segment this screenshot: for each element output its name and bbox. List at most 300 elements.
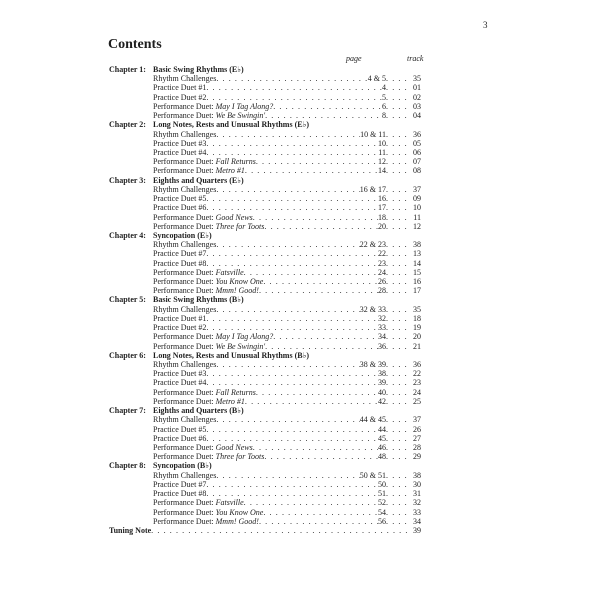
toc-entry[interactable] (109, 434, 421, 443)
entry-title (153, 286, 259, 295)
entry-name: Practice Duet #7 (153, 249, 207, 259)
entry-track: 19 (413, 323, 421, 333)
leader-dots (386, 148, 410, 157)
toc-entry[interactable] (109, 378, 421, 387)
entry-track: 12 (413, 221, 421, 231)
entry-page: 26 (378, 277, 386, 287)
chapter-heading (109, 461, 421, 470)
chapter-title-text: Long Notes, Rests and Unusual Rhythms (153, 350, 293, 360)
page-number: 3 (483, 20, 488, 30)
entry-page: 10 & 11 (360, 129, 386, 139)
leader-dots (206, 259, 378, 268)
entry-name: Performance Duet: (153, 286, 216, 296)
entry-track: 09 (413, 194, 421, 204)
leader-dots (253, 443, 378, 452)
chapter-label: Chapter 7: (109, 406, 146, 416)
chapter-title-text: Syncopation (153, 230, 196, 240)
leader-dots (259, 517, 378, 526)
leader-dots (245, 397, 378, 406)
chapter-key: (B♭) (294, 350, 310, 360)
leader-dots (386, 360, 410, 369)
entry-page: 23 (378, 258, 386, 268)
entry-title (153, 434, 206, 443)
leader-dots (206, 203, 378, 212)
entry-song-title: Good News (215, 212, 253, 222)
leader-dots (386, 111, 410, 120)
entry-name: Performance Duet: (153, 507, 216, 517)
leader-dots (386, 452, 410, 461)
leader-dots (386, 305, 410, 314)
entry-page: 32 (378, 313, 386, 323)
entry-page: 52 (378, 498, 386, 508)
toc-entry[interactable] (109, 213, 421, 222)
entry-track: 30 (413, 479, 421, 489)
chapter-heading (109, 120, 421, 129)
entry-title (153, 480, 206, 489)
page-column-header: page (346, 54, 362, 63)
leader-dots (206, 489, 378, 498)
entry-song-title: Fatsville (215, 267, 244, 277)
entry-track: 11 (413, 212, 421, 222)
toc-entry[interactable] (109, 415, 421, 424)
entry-track: 21 (413, 341, 421, 351)
entry-title (153, 452, 264, 461)
entry-track: 22 (413, 369, 421, 379)
leader-dots (386, 323, 410, 332)
leader-dots (386, 434, 410, 443)
toc-entry[interactable] (109, 360, 421, 369)
page-title: Contents (108, 37, 162, 52)
entry-track: 28 (413, 442, 421, 452)
toc-entry[interactable] (109, 203, 421, 212)
entry-track: 38 (413, 240, 421, 250)
chapter-title (153, 406, 244, 415)
leader-dots (216, 415, 359, 424)
entry-title (153, 213, 253, 222)
chapter-title-text: Basic Swing Rhythms (153, 65, 228, 74)
toc-entry[interactable] (109, 323, 421, 332)
entry-page: 36 (378, 341, 386, 351)
chapter-key: (B♭) (229, 295, 244, 305)
leader-dots (206, 93, 382, 102)
entry-page: 22 (378, 249, 386, 259)
toc-entry[interactable] (109, 508, 421, 517)
entry-song-title: You Know One (215, 277, 264, 287)
entry-page: 28 (378, 286, 386, 296)
leader-dots (263, 277, 378, 286)
toc-entry[interactable] (109, 259, 421, 268)
toc-entry[interactable] (109, 277, 421, 286)
entry-title (153, 130, 216, 139)
chapter-heading (109, 176, 421, 185)
leader-dots (386, 489, 410, 498)
entry-page: 51 (378, 489, 386, 499)
entry-name: Practice Duet #3 (153, 369, 207, 379)
entry-name: Performance Duet: (153, 221, 216, 231)
entry-page: 4 & 5 (367, 74, 386, 84)
leader-dots (265, 342, 378, 351)
entry-name: Rhythm Challenges (153, 360, 217, 369)
entry-name: Performance Duet: (153, 166, 216, 176)
entry-title (153, 111, 265, 120)
entry-title (153, 203, 206, 212)
toc-entry[interactable] (109, 471, 421, 480)
leader-dots (206, 83, 382, 92)
track-column-header: track (407, 54, 424, 63)
entry-page: 11 (378, 147, 386, 157)
chapter-title (153, 176, 244, 185)
entry-name: Rhythm Challenges (153, 240, 217, 250)
leader-dots (386, 185, 410, 194)
entry-title (153, 102, 273, 111)
chapter-key: (E♭) (229, 65, 244, 74)
chapter-heading (109, 65, 421, 74)
toc-entry[interactable] (109, 93, 421, 102)
leader-dots (216, 305, 359, 314)
chapter-key: (B♭) (229, 406, 244, 416)
entry-track: 35 (413, 74, 421, 84)
leader-dots (264, 222, 378, 231)
entry-page: 54 (378, 507, 386, 517)
leader-dots (216, 130, 360, 139)
leader-dots (386, 130, 410, 139)
toc-entry[interactable] (109, 249, 421, 258)
entry-name: Rhythm Challenges (153, 304, 217, 314)
entry-title (153, 489, 206, 498)
entry-track: 38 (413, 470, 421, 480)
entry-page: 50 (378, 479, 386, 489)
leader-dots (256, 388, 378, 397)
entry-page: 10 (378, 138, 386, 148)
entry-name: Performance Duet: (153, 267, 216, 277)
entry-name: Rhythm Challenges (153, 74, 217, 84)
toc-entry[interactable] (109, 222, 421, 231)
entry-name: Practice Duet #4 (153, 147, 207, 157)
entry-title (153, 443, 253, 452)
leader-dots (206, 139, 378, 148)
leader-dots (206, 378, 378, 387)
leader-dots (216, 360, 359, 369)
entry-name: Practice Duet #4 (153, 378, 207, 388)
toc-entry[interactable] (109, 517, 421, 526)
entry-track: 08 (413, 166, 421, 176)
entry-page: 17 (378, 203, 386, 213)
entry-track: 16 (413, 277, 421, 287)
leader-dots (273, 332, 378, 341)
entry-track: 26 (413, 424, 421, 434)
toc-entry[interactable] (109, 185, 421, 194)
entry-title (153, 360, 216, 369)
entry-page: 39 (378, 378, 386, 388)
entry-page: 48 (378, 452, 386, 462)
entry-title (153, 194, 206, 203)
leader-dots (216, 240, 359, 249)
chapter-label: Chapter 1: (109, 65, 146, 74)
entry-song-title: May I Tag Along? (215, 332, 274, 342)
leader-dots (386, 286, 410, 295)
chapter-title (153, 351, 309, 360)
entry-name: Performance Duet: (153, 277, 216, 287)
entry-page: 42 (378, 396, 386, 406)
entry-track: 34 (413, 516, 421, 526)
leader-dots (386, 397, 410, 406)
entry-song-title: May I Tag Along? (215, 101, 274, 111)
leader-dots (386, 314, 410, 323)
entry-page: 32 & 33 (359, 304, 386, 314)
toc-entry[interactable] (109, 332, 421, 341)
leader-dots (216, 471, 359, 480)
toc-entry[interactable] (109, 452, 421, 461)
entry-page: 40 (378, 387, 386, 397)
chapter-label: Chapter 2: (109, 120, 146, 130)
chapter-label: Chapter 3: (109, 175, 146, 185)
entry-name: Practice Duet #1 (153, 313, 207, 323)
entry-title (153, 277, 263, 286)
chapter-title-text: Eighths and Quarters (153, 406, 228, 416)
leader-dots (216, 185, 359, 194)
entry-title (153, 185, 216, 194)
leader-dots (265, 111, 382, 120)
chapter-heading (109, 406, 421, 415)
entry-title (153, 508, 263, 517)
leader-dots (386, 222, 410, 231)
toc-entry[interactable] (109, 498, 421, 507)
entry-name: Performance Duet: (153, 101, 216, 111)
entry-name: Practice Duet #5 (153, 194, 207, 204)
toc-entry[interactable] (109, 74, 421, 83)
entry-title (153, 74, 216, 83)
entry-name: Performance Duet: (153, 212, 216, 222)
entry-name: Performance Duet: (153, 332, 216, 342)
entry-track: 33 (413, 507, 421, 517)
entry-title (153, 369, 206, 378)
entry-title (153, 378, 206, 387)
entry-name: Rhythm Challenges (153, 184, 217, 194)
leader-dots (386, 332, 410, 341)
entry-title (153, 517, 259, 526)
entry-title (153, 498, 244, 507)
toc-entry[interactable] (109, 130, 421, 139)
entry-title (153, 332, 273, 341)
chapter-title (153, 120, 309, 129)
leader-dots (206, 314, 378, 323)
leader-dots (386, 102, 410, 111)
entry-name: Practice Duet #1 (153, 83, 207, 93)
chapter-label: Chapter 6: (109, 350, 146, 360)
entry-title (153, 268, 244, 277)
toc-entry[interactable] (109, 369, 421, 378)
leader-dots (206, 148, 378, 157)
entry-title (153, 415, 216, 424)
entry-name: Performance Duet: (153, 111, 216, 121)
toc-entry[interactable] (109, 443, 421, 452)
entry-title (153, 259, 206, 268)
entry-page: 5 (382, 92, 386, 102)
leader-dots (386, 425, 410, 434)
leader-dots (206, 480, 378, 489)
leader-dots (386, 157, 410, 166)
toc-entry[interactable] (109, 240, 421, 249)
entry-name: Performance Duet: (153, 396, 216, 406)
entry-page: 38 (378, 369, 386, 379)
leader-dots (386, 166, 410, 175)
entry-title (153, 471, 216, 480)
entry-track: 31 (413, 489, 421, 499)
chapter-title (153, 295, 244, 304)
entry-name: Performance Duet: (153, 157, 216, 167)
toc-entry[interactable] (109, 388, 421, 397)
entry-track: 32 (413, 498, 421, 508)
chapter-label: Chapter 8: (109, 461, 146, 471)
entry-page: 56 (378, 516, 386, 526)
entry-track: 03 (413, 101, 421, 111)
entry-name: Practice Duet #7 (153, 479, 207, 489)
chapter-key: (E♭) (229, 175, 244, 185)
entry-track: 20 (413, 332, 421, 342)
toc-entry[interactable] (109, 314, 421, 323)
toc-entry[interactable] (109, 111, 421, 120)
chapter-key: (E♭) (197, 230, 212, 240)
chapter-label: Chapter 4: (109, 230, 146, 240)
entry-title (153, 139, 206, 148)
entry-title (153, 240, 216, 249)
chapter-heading (109, 295, 421, 304)
leader-dots (386, 240, 410, 249)
entry-song-title: Three for Toots (215, 221, 265, 231)
chapter-key: (E♭) (294, 120, 310, 130)
entry-song-title: We Be Swingin' (215, 341, 266, 351)
entry-page: 34 (378, 332, 386, 342)
entry-track: 05 (413, 138, 421, 148)
entry-track: 37 (413, 184, 421, 194)
leader-dots (273, 102, 382, 111)
toc-entry[interactable] (109, 397, 421, 406)
leader-dots (386, 342, 410, 351)
entry-track: 27 (413, 433, 421, 443)
leader-dots (386, 268, 410, 277)
entry-name: Practice Duet #8 (153, 489, 207, 499)
entry-song-title: Good News (215, 442, 253, 452)
entry-name: Practice Duet #6 (153, 433, 207, 443)
toc-entry[interactable] (109, 268, 421, 277)
entry-track: 25 (413, 396, 421, 406)
entry-page: 44 & 45 (359, 415, 386, 425)
entry-page: 45 (378, 433, 386, 443)
leader-dots (386, 388, 410, 397)
entry-name: Performance Duet: (153, 498, 216, 508)
entry-title (153, 83, 206, 92)
leader-dots (244, 498, 378, 507)
toc-entry[interactable] (109, 425, 421, 434)
entry-track: 18 (413, 313, 421, 323)
leader-dots (386, 480, 410, 489)
toc-entry[interactable] (109, 480, 421, 489)
entry-page: 44 (378, 424, 386, 434)
toc-entry[interactable] (109, 83, 421, 92)
entry-page: 14 (378, 166, 386, 176)
leader-dots (244, 268, 378, 277)
leader-dots (386, 517, 410, 526)
leader-dots (386, 194, 410, 203)
leader-dots (386, 249, 410, 258)
toc-entry[interactable] (109, 194, 421, 203)
tuning-note-track: 39 (413, 525, 421, 535)
entry-track: 07 (413, 157, 421, 167)
entry-name: Practice Duet #6 (153, 203, 207, 213)
entry-name: Practice Duet #5 (153, 424, 207, 434)
entry-name: Performance Duet: (153, 516, 216, 526)
leader-dots (206, 249, 378, 258)
entry-track: 06 (413, 147, 421, 157)
entry-song-title: Metro #1 (215, 166, 245, 176)
entry-page: 38 & 39 (359, 360, 386, 369)
chapter-title-text: Basic Swing Rhythms (153, 295, 228, 305)
toc-entry[interactable] (109, 157, 421, 166)
chapter-key: (B♭) (197, 461, 212, 471)
entry-title (153, 249, 206, 258)
toc-entry[interactable] (109, 139, 421, 148)
chapter-title (153, 231, 212, 240)
entry-title (153, 388, 256, 397)
chapter-label: Chapter 5: (109, 295, 146, 305)
entry-page: 8 (382, 111, 386, 121)
chapter-title-text: Syncopation (153, 461, 196, 471)
leader-dots (206, 323, 378, 332)
toc-entry[interactable] (109, 489, 421, 498)
entry-title (153, 425, 206, 434)
leader-dots (264, 452, 378, 461)
leader-dots (216, 74, 367, 83)
table-of-contents (109, 65, 421, 535)
entry-page: 20 (378, 221, 386, 231)
entry-track: 15 (413, 267, 421, 277)
leader-dots (386, 415, 410, 424)
entry-song-title: Fatsville (215, 498, 244, 508)
entry-track: 36 (413, 129, 421, 139)
leader-dots (245, 166, 378, 175)
tuning-note-entry[interactable] (109, 526, 421, 535)
leader-dots (151, 526, 410, 535)
entry-track: 01 (413, 83, 421, 93)
leader-dots (259, 286, 378, 295)
entry-page: 4 (382, 83, 386, 93)
entry-page: 33 (378, 323, 386, 333)
entry-track: 35 (413, 304, 421, 314)
leader-dots (206, 434, 378, 443)
toc-entry[interactable] (109, 342, 421, 351)
chapter-title (153, 461, 212, 470)
entry-track: 13 (413, 249, 421, 259)
entry-song-title: Fall Returns (215, 157, 256, 167)
entry-title (153, 305, 216, 314)
entry-name: Practice Duet #8 (153, 258, 207, 268)
entry-track: 17 (413, 286, 421, 296)
chapter-heading (109, 351, 421, 360)
toc-entry[interactable] (109, 305, 421, 314)
entry-name: Practice Duet #2 (153, 323, 207, 333)
toc-entry[interactable] (109, 286, 421, 295)
toc-entry[interactable] (109, 166, 421, 175)
entry-name: Performance Duet: (153, 452, 216, 462)
toc-entry[interactable] (109, 148, 421, 157)
entry-title (153, 157, 256, 166)
entry-song-title: Fall Returns (215, 387, 256, 397)
entry-page: 16 (378, 194, 386, 204)
leader-dots (263, 508, 378, 517)
toc-entry[interactable] (109, 102, 421, 111)
leader-dots (386, 369, 410, 378)
leader-dots (386, 93, 410, 102)
